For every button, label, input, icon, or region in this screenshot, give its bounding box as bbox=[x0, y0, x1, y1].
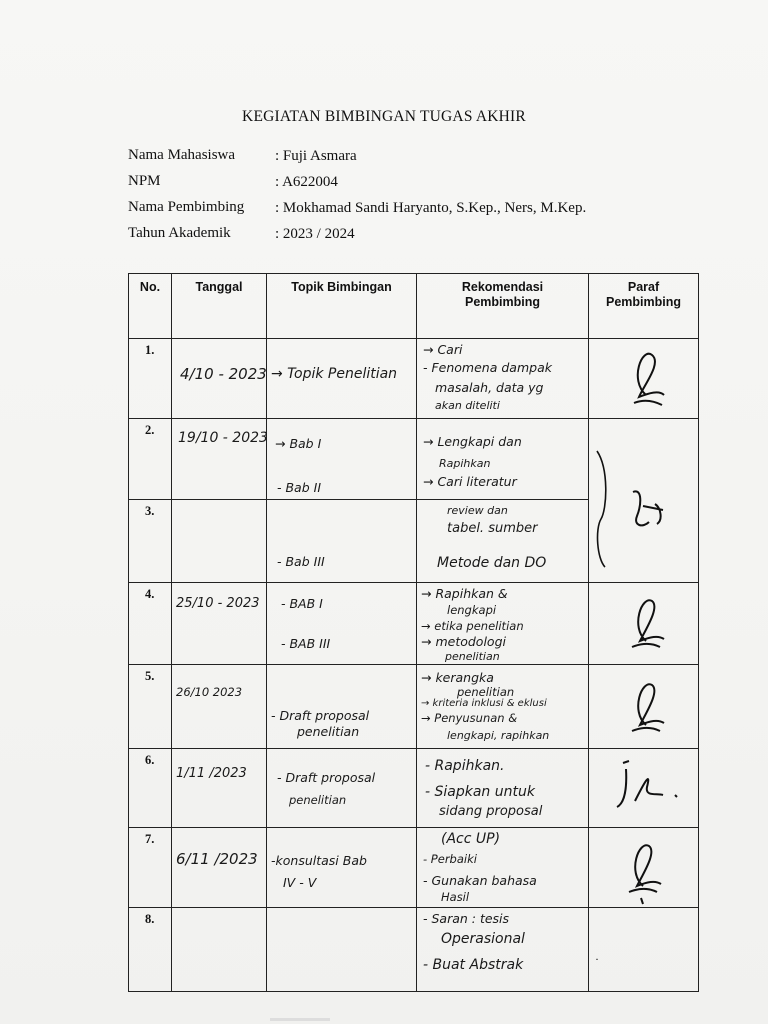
cell-tanggal bbox=[172, 749, 267, 828]
cell-paraf bbox=[589, 908, 699, 992]
date-text: 25/10 - 2023 bbox=[176, 596, 260, 611]
header-tanggal: Tanggal bbox=[172, 274, 267, 339]
table-row bbox=[129, 908, 699, 992]
recommendation-text: → kerangka bbox=[421, 670, 494, 685]
cell-tanggal bbox=[172, 583, 267, 665]
cell-rekomendasi bbox=[417, 339, 589, 419]
cell-topik bbox=[267, 828, 417, 908]
topic-text: IV - V bbox=[283, 875, 317, 890]
row-number: 2. bbox=[129, 419, 172, 500]
recommendation-text: - Perbaiki bbox=[423, 852, 477, 866]
recommendation-text: masalah, data yg bbox=[435, 380, 544, 395]
recommendation-text: Rapihkan bbox=[439, 457, 491, 470]
header-paraf bbox=[589, 274, 699, 339]
header-paraf-label: Paraf Pembimbing bbox=[605, 280, 681, 309]
cell-topik bbox=[267, 339, 417, 419]
recommendation-text: penelitian bbox=[457, 685, 515, 699]
recommendation-text: → Penyusunan & bbox=[421, 711, 518, 725]
topic-text: - BAB III bbox=[281, 636, 331, 651]
meta-label: Nama Mahasiswa bbox=[128, 147, 236, 163]
cell-topik bbox=[267, 665, 417, 749]
topic-text: → Topik Penelitian bbox=[271, 366, 398, 382]
cell-rekomendasi bbox=[417, 583, 589, 665]
recommendation-text: → kriteria inklusi & eklusi bbox=[421, 698, 547, 709]
table-row bbox=[129, 749, 699, 828]
recommendation-text: → Lengkapi dan bbox=[423, 434, 522, 449]
recommendation-text: → metodologi bbox=[421, 634, 506, 649]
topic-text: penelitian bbox=[289, 793, 347, 807]
topic-text: - Bab II bbox=[277, 480, 322, 495]
row-number: 6. bbox=[129, 749, 172, 828]
topic-text: -konsultasi Bab bbox=[271, 853, 367, 868]
recommendation-text: - Buat Abstrak bbox=[423, 957, 524, 973]
table-header-row bbox=[129, 274, 699, 339]
meta-label: Nama Pembimbing bbox=[128, 199, 245, 215]
date-text: 1/11 /2023 bbox=[176, 766, 247, 781]
cell-tanggal bbox=[172, 908, 267, 992]
cell-paraf bbox=[589, 749, 699, 828]
recommendation-text: sidang proposal bbox=[439, 804, 543, 819]
date-text: 4/10 - 2023 bbox=[180, 365, 267, 383]
recommendation-text: - Siapkan untuk bbox=[425, 784, 535, 800]
recommendation-text: → Rapihkan & bbox=[421, 586, 508, 601]
bracket-mark bbox=[591, 449, 611, 574]
recommendation-text: - Rapihkan. bbox=[425, 758, 505, 774]
recommendation-text: Hasil bbox=[441, 890, 470, 904]
cell-topik bbox=[267, 749, 417, 828]
topic-text: - Draft proposal bbox=[277, 770, 376, 785]
signature-image bbox=[611, 757, 691, 822]
dot-mark: · bbox=[595, 952, 599, 966]
signature-image bbox=[624, 345, 669, 415]
row-number: 5. bbox=[129, 665, 172, 749]
cell-tanggal bbox=[172, 500, 267, 583]
cell-tanggal bbox=[172, 828, 267, 908]
page-edge-mark bbox=[270, 1018, 330, 1021]
signature-image bbox=[624, 677, 669, 742]
recommendation-text: penelitian bbox=[445, 650, 500, 663]
cell-topik bbox=[267, 908, 417, 992]
table-row bbox=[129, 339, 699, 419]
cell-paraf bbox=[589, 665, 699, 749]
guidance-log-table bbox=[128, 273, 699, 992]
recommendation-text: → Cari literatur bbox=[423, 474, 517, 489]
cell-rekomendasi bbox=[417, 500, 589, 583]
table-row bbox=[129, 500, 699, 583]
recommendation-text: → etika penelitian bbox=[421, 619, 524, 633]
table-row bbox=[129, 828, 699, 908]
recommendation-text: review dan bbox=[447, 504, 508, 517]
meta-label: NPM bbox=[128, 173, 161, 189]
recommendation-text: lengkapi, rapihkan bbox=[447, 729, 550, 742]
cell-rekomendasi bbox=[417, 908, 589, 992]
topic-text: - Bab III bbox=[277, 554, 325, 569]
recommendation-text: (Acc UP) bbox=[441, 831, 501, 847]
cell-rekomendasi bbox=[417, 419, 589, 500]
meta-label: Tahun Akademik bbox=[128, 225, 231, 241]
topic-text: penelitian bbox=[297, 724, 360, 739]
signature-image bbox=[613, 486, 673, 551]
cell-paraf bbox=[589, 339, 699, 419]
meta-value: : Fuji Asmara bbox=[275, 148, 357, 164]
cell-tanggal bbox=[172, 419, 267, 500]
table-row bbox=[129, 583, 699, 665]
topic-text: → Bab I bbox=[275, 436, 322, 451]
row-number: 3. bbox=[129, 500, 172, 583]
table-row bbox=[129, 665, 699, 749]
meta-value: : 2023 / 2024 bbox=[275, 226, 355, 242]
row-number: 7. bbox=[129, 828, 172, 908]
recommendation-text: tabel. sumber bbox=[447, 521, 538, 536]
date-text: 26/10 2023 bbox=[176, 685, 243, 699]
date-text: 6/11 /2023 bbox=[176, 850, 258, 868]
recommendation-text: lengkapi bbox=[447, 603, 497, 617]
meta-value: : Mokhamad Sandi Haryanto, S.Kep., Ners, M.Kep. bbox=[275, 200, 587, 216]
meta-value: : A622004 bbox=[275, 174, 338, 190]
cell-paraf bbox=[589, 828, 699, 908]
header-rekomendasi bbox=[417, 274, 589, 339]
cell-topik bbox=[267, 500, 417, 583]
row-number: 4. bbox=[129, 583, 172, 665]
header-rekomendasi-label: Rekomendasi Pembimbing bbox=[461, 280, 544, 309]
signature-image bbox=[621, 838, 666, 913]
cell-paraf bbox=[589, 583, 699, 665]
recommendation-text: → Cari bbox=[423, 342, 463, 357]
topic-text: - Draft proposal bbox=[271, 708, 370, 723]
date-text: 19/10 - 2023 bbox=[178, 430, 268, 446]
row-number: 1. bbox=[129, 339, 172, 419]
cell-rekomendasi bbox=[417, 665, 589, 749]
cell-topik bbox=[267, 419, 417, 500]
document-title: KEGIATAN BIMBINGAN TUGAS AKHIR bbox=[242, 108, 526, 125]
recommendation-text: Operasional bbox=[441, 931, 525, 947]
header-topik: Topik Bimbingan bbox=[267, 274, 417, 339]
cell-topik bbox=[267, 583, 417, 665]
header-no: No. bbox=[129, 274, 172, 339]
recommendation-text: Metode dan DO bbox=[437, 555, 547, 571]
recommendation-text: - Saran : tesis bbox=[423, 911, 510, 926]
recommendation-text: - Gunakan bahasa bbox=[423, 873, 537, 888]
cell-tanggal bbox=[172, 339, 267, 419]
cell-rekomendasi bbox=[417, 749, 589, 828]
row-number: 8. bbox=[129, 908, 172, 992]
recommendation-text: - Fenomena dampak bbox=[423, 360, 552, 375]
cell-tanggal bbox=[172, 665, 267, 749]
cell-rekomendasi bbox=[417, 828, 589, 908]
topic-text: - BAB I bbox=[281, 596, 323, 611]
signature-image bbox=[624, 593, 669, 658]
recommendation-text: akan diteliti bbox=[435, 399, 500, 412]
